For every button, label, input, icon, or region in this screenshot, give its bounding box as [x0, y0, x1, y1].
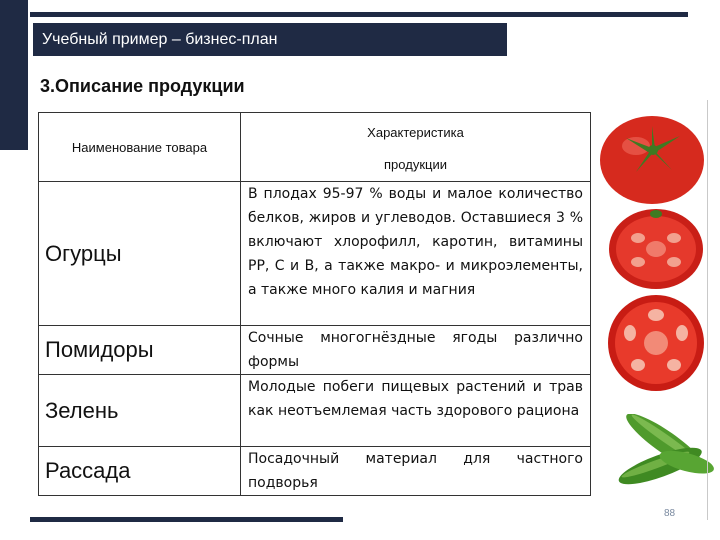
product-description: Сочные многогнёздные ягоды различно формы [241, 326, 591, 375]
table-header-row [39, 113, 591, 182]
tomato-half-image [606, 206, 706, 292]
page-number: 88 [664, 508, 676, 519]
left-accent-bar [0, 0, 28, 150]
right-divider [707, 100, 708, 520]
table-row [39, 447, 591, 496]
top-rule [30, 12, 688, 17]
col2-header [241, 113, 591, 182]
table-row [39, 375, 591, 447]
product-name: Зелень [39, 375, 241, 447]
table-row [39, 182, 591, 326]
product-name: Рассада [39, 447, 241, 496]
bottom-rule [30, 517, 343, 522]
table-row [39, 326, 591, 375]
product-name: Огурцы [39, 182, 241, 326]
product-name: Помидоры [39, 326, 241, 375]
product-description: Молодые побеги пищевых растений и трав как неотъемлемая часть здорового рациона [241, 375, 591, 447]
product-description: В плодах 95-97 % воды и малое количество белков, жиров и углеводов. Оставшиеся 3 % включают хлорофилл, каротин, витамины РР, С и В, а также макро- и микроэлементы, а также много калия и магния [241, 182, 591, 326]
cucumbers-image [598, 414, 720, 494]
col1-header: Наименование товара [39, 113, 241, 182]
col2-header-line1: Характеристика [367, 125, 464, 140]
col2-header-line2: продукции [384, 157, 447, 172]
slide-title: Учебный пример – бизнес-план [33, 23, 507, 56]
product-table [38, 112, 591, 496]
product-description: Посадочный материал для частного подворья [241, 447, 591, 496]
whole-tomato-image [596, 108, 708, 206]
section-heading: 3.Описание продукции [40, 76, 245, 96]
tomato-slice-image [604, 293, 708, 393]
